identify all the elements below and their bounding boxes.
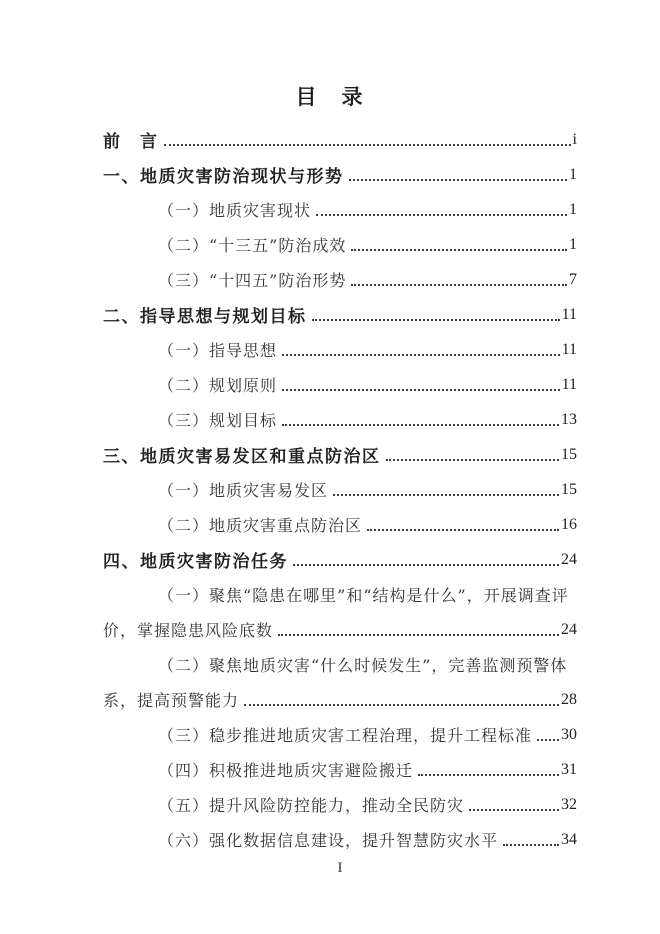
toc-entry-section — [103, 402, 577, 437]
footer-page-number: I — [337, 860, 343, 876]
dot-leader — [282, 389, 560, 391]
toc-entry-label: （一）地质灾害易发区 — [158, 481, 329, 500]
toc-entry-section-multiline — [103, 647, 577, 717]
page-number: 15 — [561, 445, 577, 463]
dot-leader — [386, 459, 560, 461]
page-number: 13 — [561, 410, 577, 428]
page-number: 32 — [561, 795, 577, 813]
toc-entry-label: （四）积极推进地质灾害避险搬迁 — [158, 761, 414, 780]
toc-entry-label-line2: 价，掌握隐患风险底数 — [103, 621, 274, 640]
toc-entry-label: （一）地质灾害现状 — [158, 201, 312, 220]
page-number: 11 — [561, 340, 577, 358]
dot-leader — [351, 249, 567, 251]
toc-entry-section — [103, 822, 577, 857]
dot-leader — [418, 774, 559, 776]
dot-leader — [282, 354, 560, 356]
toc-entry-label-line2: 系，提高预警能力 — [103, 691, 240, 710]
toc-entry-section — [103, 752, 577, 787]
page-number: 1 — [569, 200, 577, 218]
page-number: 30 — [561, 725, 577, 743]
toc-entry-label: （三）“十四五”防治形势 — [158, 271, 347, 290]
toc-entry-label: 一、地质灾害防治现状与形势 — [103, 167, 344, 186]
page-number: 16 — [561, 515, 577, 533]
toc-entry-label: （二）地质灾害重点防治区 — [158, 516, 363, 535]
toc-entry-section — [103, 472, 577, 507]
dot-leader — [278, 634, 559, 636]
toc-entry-label: 三、地质灾害易发区和重点防治区 — [103, 447, 381, 466]
toc-entry-chapter-1 — [103, 157, 577, 192]
page-number: 1 — [569, 235, 577, 253]
dot-leader — [244, 704, 559, 706]
dot-leader — [293, 564, 559, 566]
page-number: 11 — [561, 305, 577, 323]
toc-entry-section — [103, 787, 577, 822]
page-number: 11 — [561, 375, 577, 393]
dot-leader — [312, 319, 560, 321]
toc-entry-label: （三）稳步推进地质灾害工程治理，提升工程标准 — [158, 726, 533, 745]
toc-entry-section — [103, 262, 577, 297]
toc-entry-label: 前 言 — [103, 132, 159, 151]
toc-entry-label: 二、指导思想与规划目标 — [103, 307, 307, 326]
toc-entry-label-line1: （一）聚焦“隐患在哪里”和“结构是什么”，开展调查评 — [158, 586, 569, 605]
page-number: 24 — [561, 620, 577, 638]
page-number: 34 — [561, 830, 577, 848]
page-number: 28 — [561, 690, 577, 708]
toc-entry-section-multiline — [103, 577, 577, 647]
toc-entry-section — [103, 717, 577, 752]
page-number: 1 — [569, 165, 577, 183]
table-of-contents — [103, 122, 577, 857]
toc-entry-label: （六）强化数据信息建设，提升智慧防灾水平 — [158, 831, 499, 850]
dot-leader — [537, 739, 559, 741]
toc-entry-section — [103, 367, 577, 402]
dot-leader — [503, 844, 559, 846]
toc-entry-section — [103, 227, 577, 262]
toc-title: 目 录 — [295, 86, 365, 109]
dot-leader — [349, 179, 568, 181]
dot-leader — [469, 809, 559, 811]
toc-entry-section — [103, 192, 577, 227]
dot-leader — [282, 424, 559, 426]
toc-entry-foreword — [103, 122, 577, 157]
page-number: 15 — [561, 480, 577, 498]
dot-leader — [367, 529, 559, 531]
page-number: 24 — [561, 550, 577, 568]
page-number: 31 — [561, 760, 577, 778]
toc-entry-chapter-2 — [103, 297, 577, 332]
toc-entry-label: （二）规划原则 — [158, 376, 278, 395]
dot-leader — [333, 494, 559, 496]
toc-entry-chapter-4 — [103, 542, 577, 577]
dot-leader — [351, 284, 567, 286]
toc-entry-chapter-3 — [103, 437, 577, 472]
page-number: i — [572, 130, 577, 148]
dot-leader — [164, 144, 571, 146]
toc-entry-label-line1: （二）聚焦地质灾害“什么时候发生”，完善监测预警体 — [158, 656, 568, 675]
toc-entry-label: 四、地质灾害防治任务 — [103, 552, 288, 571]
toc-entry-label: （三）规划目标 — [158, 411, 278, 430]
toc-entry-section — [103, 332, 577, 367]
page-number: 7 — [569, 270, 577, 288]
toc-entry-label: （二）“十三五”防治成效 — [158, 236, 347, 255]
toc-entry-label: （一）指导思想 — [158, 341, 278, 360]
toc-entry-section — [103, 507, 577, 542]
toc-entry-label: （五）提升风险防控能力，推动全民防灾 — [158, 796, 465, 815]
dot-leader — [316, 214, 567, 216]
